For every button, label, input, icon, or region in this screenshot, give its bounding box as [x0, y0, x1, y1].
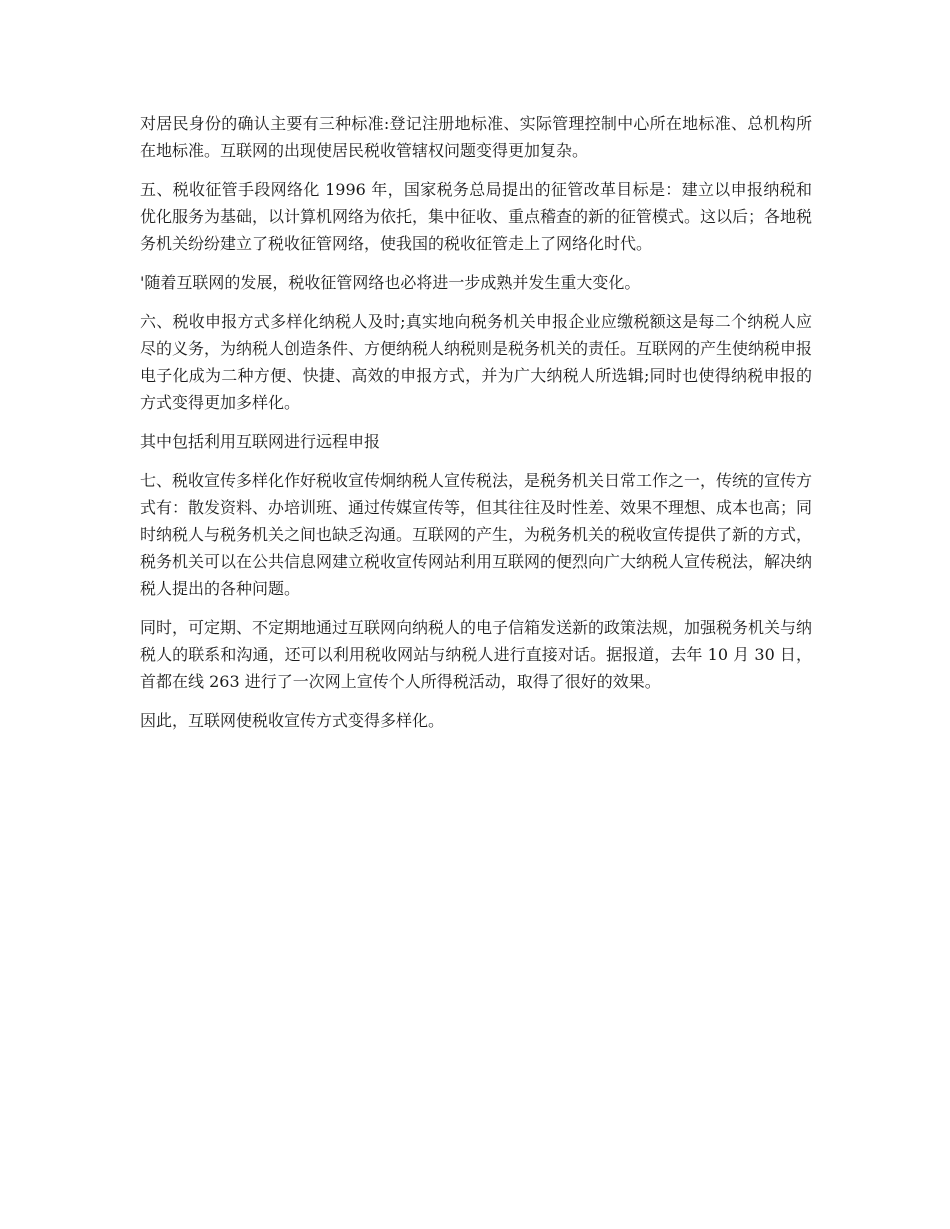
- paragraph-remote-filing: 其中包括利用互联网进行远程申报: [140, 432, 381, 451]
- paragraph-email-outreach: 同时，可定期、不定期地通过互联网向纳税人的电子信箱发送新的政策法规，加强税务机关与纳税人的联系和沟通，还可以利用税收网站与纳税人进行直接对话。据报道，去年 10 月 30 日，首都在线 263 进行了一次网上宣传个人所得税活动，取得了很好的效果。: [140, 618, 813, 691]
- paragraph-section-5: 五、税收征管手段网络化 1996 年，国家税务总局提出的征管改革目标是：建立以申报纳税和优化服务为基础，以计算机网络为依托，集中征收、重点稽查的新的征管模式。这以后；各地税务机关纷纷建立了税收征管网络，使我国的税收征管走上了网络化时代。: [140, 180, 813, 253]
- paragraph-network-development: '随着互联网的发展，税收征管网络也必将进一步成熟并发生重大变化。: [140, 273, 641, 292]
- paragraph-conclusion: 因此，互联网使税收宣传方式变得多样化。: [140, 711, 445, 730]
- paragraph-resident-identity: 对居民身份的确认主要有三种标准:登记注册地标准、实际管理控制中心所在地标准、总机构所在地标准。互联网的出现使居民税收管辖权问题变得更加复杂。: [140, 114, 812, 160]
- document-body: [140, 110, 812, 746]
- paragraph-section-6: 六、税收申报方式多样化纳税人及时;真实地向税务机关申报企业应缴税额这是每二个纳税人应尽的义务，为纳税人创造条件、方便纳税人纳税则是税务机关的责任。互联网的产生使纳税申报电子化成为二种方便、快捷、高效的申报方式，并为广大纳税人所选辑;同时也使得纳税申报的方式变得更加多样化。: [140, 312, 813, 412]
- paragraph-section-7: 七、税收宣传多样化作好税收宣传炯纳税人宣传税法，是税务机关日常工作之一，传统的宣传方式有：散发资料、办培训班、通过传媒宣传等，但其往往及时性差、效果不理想、成本也高；同时纳税人与税务机关之间也缺乏沟通。互联网的产生，为税务机关的税收宣传提供了新的方式，税务机关可以在公共信息网建立税收宣传网站利用互联网的便烈向广大纳税人宣传税法，解决纳税人提出的各种问题。: [140, 471, 813, 598]
